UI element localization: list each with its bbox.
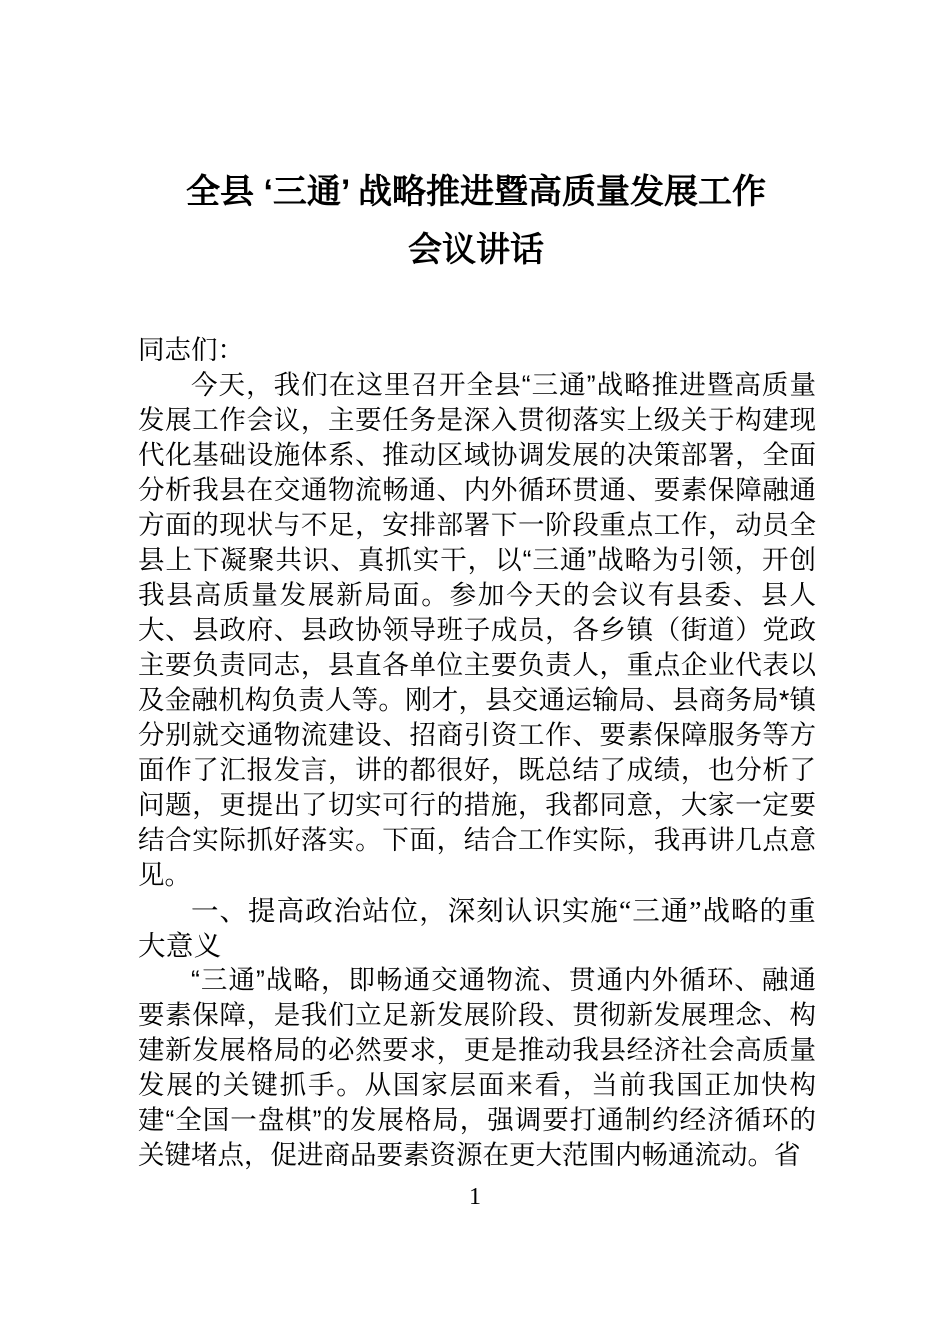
opening-paragraph: 今天，我们在这里召开全县“三通”战略推进暨高质量发展工作会议，主要任务是深入贯彻落实上级关于构建现代化基础设施体系、推动区域协调发展的决策部署，全面分析我县在交通物流畅通、内外循环贯通、要素保障融通方面的现状与不足，安排部署下一阶段重点工作，动员全县上下凝聚共识、真抓实干，以“三通”战略为引领，开创我县高质量发展新局面。参加今天的会议有县委、县人大、县政府、县政协领导班子成员，各乡镇（街道）党政主要负责同志，县直各单位主要负责人，重点企业代表以及金融机构负责人等。刚才，县交通运输局、县商务局*镇分别就交通物流建设、招商引资工作、要素保障服务等方面作了汇报发言，讲的都很好，既总结了成绩，也分析了问题，更提出了切实可行的措施，我都同意，大家一定要结合实际抓好落实。下面，结合工作实际，我再讲几点意见。 <box>138 370 816 890</box>
page-number: 1 <box>469 1184 481 1210</box>
section-heading-1: 一、提高政治站位，深刻认识实施“三通”战略的重大意义 <box>138 895 816 961</box>
document-title-line-1: 全县 ‘三通’ 战略推进暨高质量发展工作 <box>186 173 766 211</box>
section-paragraph-1: “三通”战略，即畅通交通物流、贯通内外循环、融通要素保障，是我们立足新发展阶段、贯彻新发展理念、构建新发展格局的必然要求，更是推动我县经济社会高质量发展的关键抓手。从国家层面来看，当前我国正加快构建“全国一盘棋”的发展格局，强调要打通制约经济循环的关键堵点，促进商品要素资源在更大范围内畅通流动。省 <box>138 965 816 1170</box>
document-title <box>138 163 814 279</box>
document-body <box>138 333 816 1173</box>
document-title-line-2: 会议讲话 <box>408 231 544 269</box>
salutation: 同志们： <box>138 335 244 365</box>
